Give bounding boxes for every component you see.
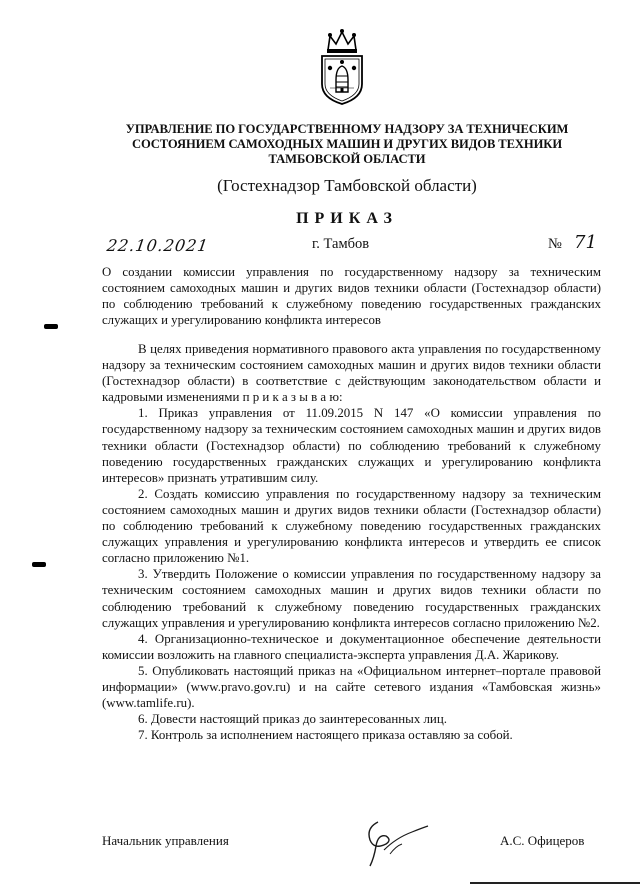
agency-name	[90, 122, 604, 167]
scan-edge-line	[470, 882, 640, 884]
order-item: 5. Опубликовать настоящий приказ на «Официальном интернет–портале правовой информации» (www.pravo.gov.ru) и на сайте сетевого издания «Тамбовская жизнь» (www.tamlife.ru).	[102, 663, 601, 711]
signatory-name: А.С. Офицеров	[500, 833, 585, 848]
order-item: 2. Создать комиссию управления по государственному надзору за техническим состоянием самоходных машин и других видов техники области (Гостехнадзор области) по соблюдению требований к служебному поведению государственных гражданских служащих управления и урегулированию конфликта интересов и утвердить ее список согласно приложению №1.	[102, 486, 601, 566]
order-number: 71	[574, 232, 597, 253]
agency-short-name: (Гостехнадзор Тамбовской области)	[217, 176, 477, 195]
order-number-label: №	[548, 236, 562, 252]
order-item: 3. Утвердить Положение о комиссии управления по государственному надзору за техническим состоянием самоходных машин и других видов техники области по соблюдению требований к служебному поведению государственных гражданских служащих управления и урегулированию конфликта интересов согласно приложению №2.	[102, 567, 601, 630]
binding-mark	[44, 324, 58, 329]
binding-mark	[32, 562, 46, 567]
agency-name-line: СОСТОЯНИЕМ САМОХОДНЫХ МАШИН И ДРУГИХ ВИДОВ ТЕХНИКИ	[131, 137, 563, 151]
coat-of-arms-icon	[316, 28, 368, 106]
order-item: 4. Организационно-техническое и документационное обеспечение деятельности комиссии возложить на главного специалиста-эксперта управления Д.А. Жарикову.	[102, 631, 601, 662]
handwritten-signature	[356, 810, 446, 870]
order-item: 1. Приказ управления от 11.09.2015 N 147 «О комиссии управления по государственному надзору за техническим состоянием самоходных машин и других видов техники области (Гостехнадзор области) по соблюдению требований к служебному поведению государственных гражданских служащих и урегулированию конфликта интересов» признать утратившим силу.	[102, 406, 601, 485]
order-item: 7. Контроль за исполнением настоящего приказа оставляю за собой.	[138, 728, 513, 743]
order-date: 22.10.2021	[105, 236, 210, 255]
order-body	[102, 341, 601, 743]
order-preamble: В целях приведения нормативного правового акта управления по государственному надзору за техническим состоянием самоходных машин и других видов техники области (Гостехнадзор области) в соответствие с действующим законодательством области и кадровыми изменениями п р и к а з ы в а ю:	[102, 342, 601, 405]
order-subject: О создании комиссии управления по государственному надзору за техническим состоянием самоходных машин и других видов техники области (Гостехнадзор области) по соблюдению требований к служебному поведению государственных гражданских служащих и урегулированию конфликта интересов	[102, 265, 601, 327]
order-city: г. Тамбов	[312, 236, 370, 252]
agency-name-line: ТАМБОВСКОЙ ОБЛАСТИ	[268, 152, 426, 166]
agency-name-line: УПРАВЛЕНИЕ ПО ГОСУДАРСТВЕННОМУ НАДЗОРУ ЗА ТЕХНИЧЕСКИМ	[125, 122, 569, 136]
order-item: 6. Довести настоящий приказ до заинтересованных лиц.	[138, 712, 447, 727]
document-type-title: ПРИКАЗ	[296, 210, 398, 227]
signatory-title: Начальник управления	[102, 833, 229, 848]
